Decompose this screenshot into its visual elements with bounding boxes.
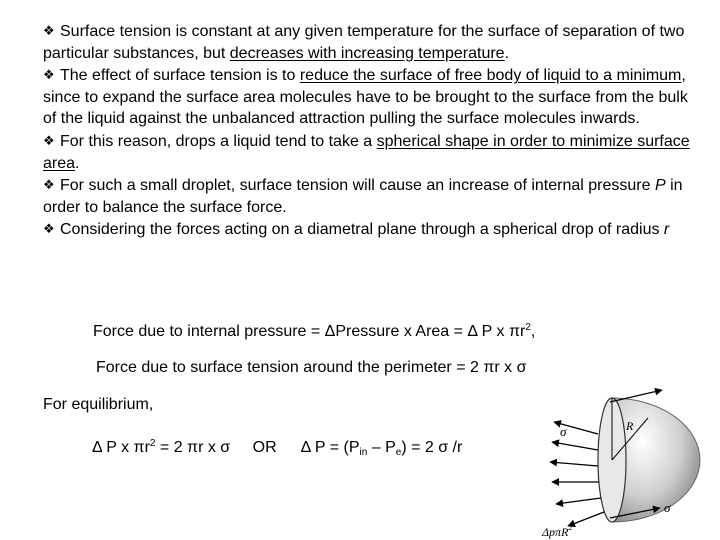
equilibrium-lhs-sup: 2 (149, 438, 156, 449)
bullet-text: For this reason, drops a liquid tend to take a (60, 132, 377, 150)
equilibrium-lhs-a: Δ P x πr (92, 439, 150, 456)
diamond-bullet-icon: ❖ (43, 23, 55, 38)
bullet-text: For such a small droplet, surface tension will cause an increase of internal pressure (60, 177, 655, 195)
italic-symbol: r (663, 221, 670, 239)
equilibrium-rhs-a: Δ P = (P (300, 439, 360, 456)
equilibrium-rhs-b: ) = 2 σ /r (401, 439, 463, 456)
sigma-label-right: σ (664, 500, 671, 515)
underlined-phrase: reduce the surface of free body of liquid to a minimum (299, 67, 682, 85)
bullet-item (43, 174, 691, 218)
equilibrium-lhs-b: = 2 πr x σ (155, 439, 231, 456)
force-label: ΔpπR$^2$ (542, 523, 573, 539)
radius-label: R (626, 419, 634, 433)
underlined-phrase: spherical shape in order to minimize surface area (43, 132, 690, 172)
internal-pressure-equation (93, 323, 535, 341)
equilibrium-label: For equilibrium, (43, 396, 154, 413)
surface-tension-equation (96, 359, 526, 377)
italic-symbol: P (654, 177, 666, 195)
bullet-text: . (75, 154, 80, 172)
sigma-label-left: σ (560, 424, 567, 439)
diamond-bullet-icon: ❖ (43, 67, 55, 83)
bullet-item (43, 130, 691, 174)
bullet-text: , since to expand the surface area molecules have to be brought to the surface from the bulk of the liquid against the unbalanced attraction pulling the surface molecules inwards. (43, 67, 688, 128)
bullet-item (43, 218, 691, 241)
diamond-bullet-icon: ❖ (43, 221, 55, 237)
or-text: OR (252, 439, 277, 456)
underlined-phrase: decreases with increasing temperature (229, 44, 505, 62)
bullet-list (43, 20, 691, 241)
bullet-text: Considering the forces acting on a diametral plane through a spherical drop of radius (60, 221, 664, 239)
droplet-force-diagram (512, 386, 720, 540)
subscript-e: e (395, 447, 402, 458)
diamond-bullet-icon: ❖ (43, 177, 55, 193)
internal-pressure-tail: , (530, 323, 536, 340)
bullet-item (43, 20, 691, 64)
equilibrium-rhs-mid: – P (367, 439, 396, 456)
bullet-text: in order to balance the surface force. (43, 177, 683, 216)
bullet-text: Surface tension is constant at any given temperature for the surface of separation of two particular substances, but (43, 23, 685, 62)
bullet-text: The effect of surface tension is to (60, 67, 300, 85)
diamond-bullet-icon: ❖ (43, 132, 55, 148)
squared-exponent: 2 (525, 322, 531, 333)
internal-pressure-text: Force due to internal pressure = ΔPressure x Area = Δ P x πr (93, 323, 526, 340)
bullet-item (43, 64, 691, 130)
bullet-text: . (504, 44, 510, 62)
equilibrium-equation (92, 439, 462, 457)
surface-tension-text: Force due to surface tension around the perimeter = 2 πr x σ (96, 359, 527, 376)
subscript-in: in (359, 447, 368, 458)
